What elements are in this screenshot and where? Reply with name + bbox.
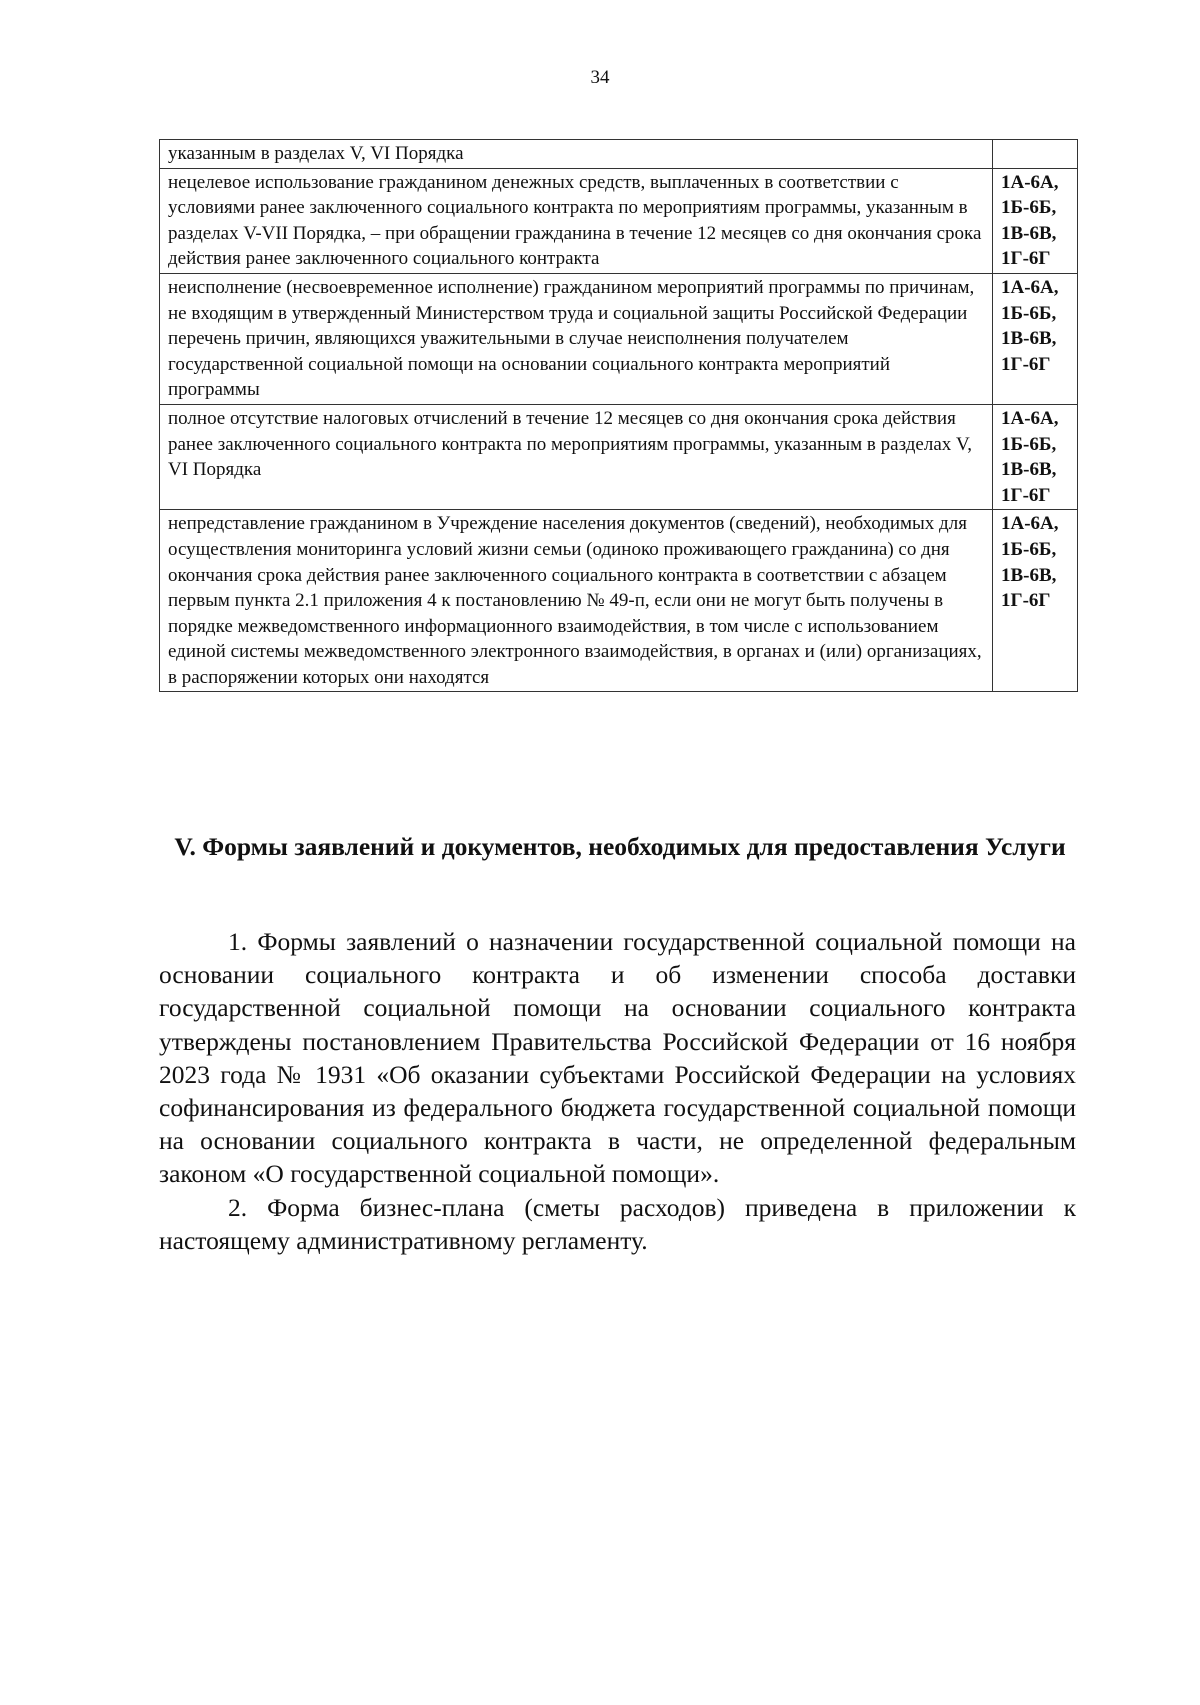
code-label: 1А-6А, xyxy=(1001,276,1059,298)
table-cell-description: неисполнение (несвоевременное исполнение) гражданином мероприятий программы по причинам, не входящим в утвержденный Министерством труда и социальной защиты Российской Федерации перечень причин, являющихся уважительными в случае неисполнения получателем государственной социальной помощи на основании социального контракта мероприятий программы xyxy=(160,273,993,404)
code-label: 1Г-6Г xyxy=(1001,590,1051,612)
code-label: 1А-6А, xyxy=(1001,513,1059,535)
code-label: 1А-6А, xyxy=(1001,407,1059,429)
section-heading: V. Формы заявлений и документов, необходимых для предоставления Услуги xyxy=(174,832,1066,861)
code-label: 1Б-6Б, xyxy=(1001,302,1057,324)
table-cell-description: непредставление гражданином в Учреждение населения документов (сведений), необходимых для осуществления мониторинга условий жизни семьи (одиноко проживающего гражданина) со дня окончания срока действия ранее заключенного социального контракта в соответствии с абзацем первым пункта 2.1 приложения 4 к постановлению № 49-п, если они не могут быть получены в порядке межведомственного информационного взаимодействия, в том числе с использованием единой системы межведомственного электронного взаимодействия, в органах и (или) организациях, в распоряжении которых они находятся xyxy=(160,510,993,692)
page-number: 34 xyxy=(590,67,610,88)
table-cell-description: полное отсутствие налоговых отчислений в течение 12 месяцев со дня окончания срока действия ранее заключенного социального контракта по мероприятиям программы, указанным в разделах V, VI Порядка xyxy=(160,404,993,509)
table-row xyxy=(160,510,1078,692)
table-cell-codes xyxy=(993,404,1078,509)
code-label: 1Г-6Г xyxy=(1001,248,1051,270)
paragraph: 1. Формы заявлений о назначении государственной социальной помощи на основании социального контракта и об изменении способа доставки государственной социальной помощи на основании социального контракта утверждены постановлением Правительства Российской Федерации от 16 ноября 2023 года № 1931 «Об оказании субъектами Российской Федерации на условиях софинансирования из федерального бюджета государственной социальной помощи на основании социального контракта в части, не определенной федеральным законом «О государственной социальной помощи». xyxy=(159,927,1076,1189)
table-cell-description: указанным в разделах V, VI Порядка xyxy=(160,140,993,169)
code-label: 1Г-6Г xyxy=(1001,484,1051,506)
code-label: 1В-6В, xyxy=(1001,564,1057,586)
code-label: 1Б-6Б, xyxy=(1001,538,1057,560)
paragraph: 2. Форма бизнес-плана (сметы расходов) приведена в приложении к настоящему административному регламенту. xyxy=(159,1192,1076,1255)
code-label: 1В-6В, xyxy=(1001,222,1057,244)
table-cell-codes xyxy=(993,168,1078,273)
code-label: 1В-6В, xyxy=(1001,459,1057,481)
table-cell-description: нецелевое использование гражданином денежных средств, выплаченных в соответствии с условиями ранее заключенного социального контракта по мероприятиям программы, указанным в разделах V-VII Порядка, – при обращении гражданина в течение 12 месяцев со дня окончания срока действия ранее заключенного социального контракта xyxy=(160,168,993,273)
code-label: 1Б-6Б, xyxy=(1001,433,1057,455)
code-label: 1В-6В, xyxy=(1001,328,1057,350)
code-label: 1Г-6Г xyxy=(1001,353,1051,375)
table-row xyxy=(160,404,1078,509)
table-row xyxy=(160,273,1078,404)
section-body xyxy=(159,925,1076,1257)
table-cell-codes xyxy=(993,140,1078,169)
table-cell-codes xyxy=(993,273,1078,404)
code-label: 1А-6А, xyxy=(1001,171,1059,193)
table-row xyxy=(160,168,1078,273)
code-label: 1Б-6Б, xyxy=(1001,197,1057,219)
table-cell-codes xyxy=(993,510,1078,692)
criteria-table xyxy=(159,139,1078,692)
table-row xyxy=(160,140,1078,169)
